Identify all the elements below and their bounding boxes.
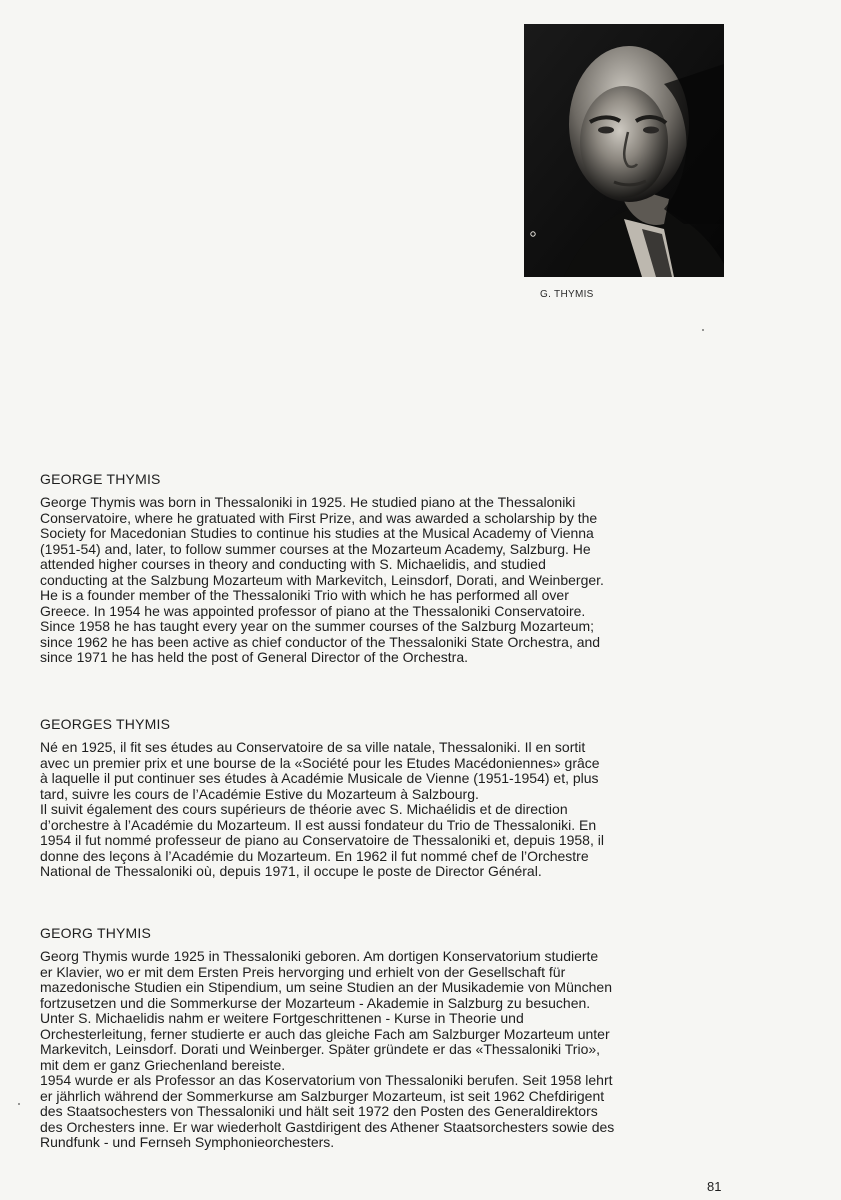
bio-section-french — [40, 716, 740, 880]
bio-section-english — [40, 471, 740, 666]
portrait-photo — [524, 24, 724, 277]
page-number: 81 — [707, 1179, 722, 1194]
section-body: Georg Thymis wurde 1925 in Thessaloniki geboren. Am dortigen Konservatorium studierte er Klavier, wo er mit dem Ersten Preis hervorging und erhielt von der Gesellschaft für mazedonische Studien ein Stipendium, um seine Studien an der Musikademie von München fortzusetzen und die Sommerkurse der Mozarteum - Akademie in Salzburg zu besuchen. Unter S. Michaelidis nahm er weitere Fortgeschrittenen - Kurse in Theorie und Orchesterleitung, ferner studierte er auch das gleiche Fach am Salzburger Mozarteum unter Markevitch, Leinsdorf. Dorati und Weinberger. Später gründete er das «Thessaloniki Trio», mit dem er ganz Griechenland bereiste. 1954 wurde er als Professor an das Koservatorium von Thessaloniki berufen. Seit 1958 lehrt er jährlich während der Sommerkurse am Salzburger Mozarteum, ist seit 1962 Chefdirigent des Staatsochesters von Thessaloniki und hält seit 1972 den Posten des Generaldirektors des Orchesters inne. Er war wiederholt Gastdirigent des Athener Staatsorchesters sowie des Rundfunk - und Fernseh Symphonieorchesters. — [40, 948, 615, 1150]
paper-speck — [702, 329, 704, 331]
section-heading: GEORGE THYMIS — [40, 471, 161, 487]
portrait-illustration — [524, 24, 724, 277]
section-body: George Thymis was born in Thessaloniki in 1925. He studied piano at the Thessaloniki Conservatoire, where he gratuated with First Prize, and was awarded a scholarship by the Society for Macedonian Studies to continue his studies at the Musical Academy of Vienna (1951-54) and, later, to follow summer courses at the Mozarteum Academy, Salzburg. He attended higher courses in theory and conducting with S. Michaelidis, and studied conducting at the Salzbung Mozarteum with Markevitch, Leinsdorf, Dorati, and Weinberger. He is a founder member of the Thessaloniki Trio with which he has performed all over Greece. In 1954 he was appointed professor of piano at the Thessaloniki Conservatoire. Since 1958 he has taught every year on the summer courses of the Salzburg Mozarteum; since 1962 he has been active as chief conductor of the Thessaloniki State Orchestra, and since 1971 he has held the post of General Director of the Orchestra. — [40, 494, 604, 665]
section-heading: GEORG THYMIS — [40, 925, 152, 941]
photo-caption: G. THYMIS — [540, 289, 594, 300]
section-body: Né en 1925, il fit ses études au Conservatoire de sa ville natale, Thessaloniki. Il en sortit avec un premier prix et une bourse de la «Société pour les Etudes Macédoniennes» grâce à laquelle il put continuer ses études à Académie Musicale de Vienne (1951-1954) et, plus tard, suivre les cours de l’Académie Estive du Mozarteum à Salzbourg. Il suivit également des cours supérieurs de théorie avec S. Michaélidis et de direction d’orchestre à l’Académie du Mozarteum. Il est aussi fondateur du Trio de Thessaloniki. En 1954 il fut nommé professeur de piano au Conservatoire de Thessaloniki et, depuis 1958, il donne des leçons à l’Académie du Mozarteum. En 1962 il fut nommé chef de l’Orchestre National de Thessaloniki où, depuis 1971, il occupe le poste de Director Général. — [40, 739, 604, 879]
bio-section-german — [40, 925, 740, 1151]
section-heading: GEORGES THYMIS — [40, 716, 171, 732]
paper-speck — [18, 1103, 20, 1105]
